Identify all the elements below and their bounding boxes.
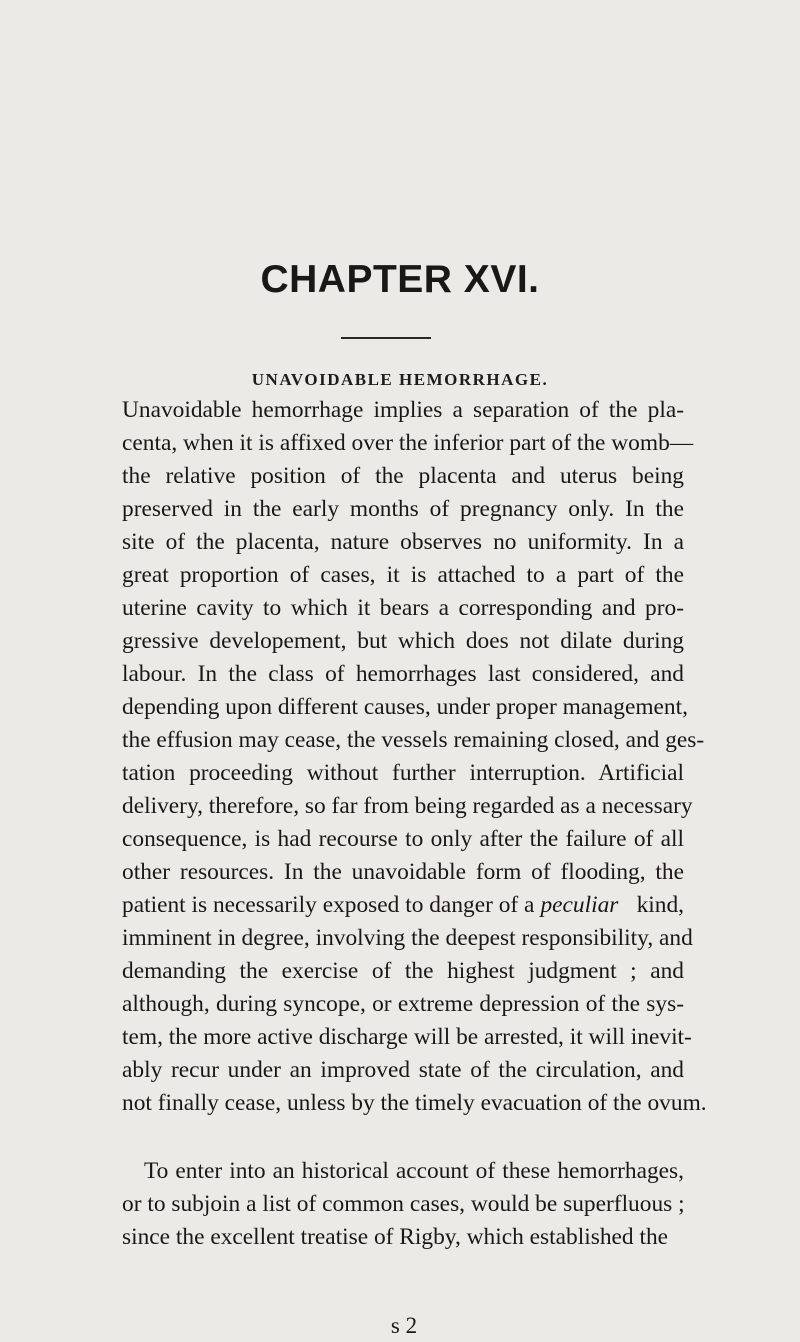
text-line: or to subjoin a list of common cases, would be superfluous ;	[122, 1191, 685, 1217]
text-line: consequence, is had recourse to only after the failure of all	[122, 826, 684, 852]
page-signature-mark: s 2	[390, 1313, 418, 1338]
text-line: not finally cease, unless by the timely evacuation of the ovum.	[122, 1090, 707, 1116]
text-line: since the excellent treatise of Rigby, which established the	[122, 1224, 669, 1250]
title-divider-rule	[341, 337, 431, 339]
text-line: ably recur under an improved state of the circulation, and	[122, 1057, 684, 1083]
chapter-title: CHAPTER XVI.	[260, 258, 540, 301]
text-line: gressive developement, but which does not dilate during	[122, 628, 684, 654]
text-line: centa, when it is affixed over the inferior part of the womb—	[122, 430, 694, 456]
text-line: tem, the more active discharge will be arrested, it will inevit-	[122, 1024, 692, 1050]
paragraph-2	[122, 1155, 684, 1254]
text-line: imminent in degree, involving the deepest responsibility, and	[122, 925, 693, 951]
text-line: uterine cavity to which it bears a corresponding and pro-	[122, 595, 684, 621]
text-line: the relative position of the placenta and uterus being	[122, 463, 684, 489]
italic-emphasis: peculiar	[540, 892, 619, 918]
text-line: although, during syncope, or extreme depression of the sys-	[122, 991, 684, 1017]
text-line: demanding the exercise of the highest judgment ; and	[122, 958, 684, 984]
text-line: delivery, therefore, so far from being regarded as a necessary	[122, 793, 693, 819]
section-heading: UNAVOIDABLE HEMORRHAGE.	[251, 370, 549, 389]
text-line: site of the placenta, nature observes no uniformity. In a	[122, 529, 684, 555]
text-line: preserved in the early months of pregnancy only. In the	[122, 496, 684, 522]
text-line: patient is necessarily exposed to danger of a peculiar kind,	[122, 892, 684, 918]
text-line: Unavoidable hemorrhage implies a separation of the pla-	[122, 397, 684, 423]
text-line: labour. In the class of hemorrhages last considered, and	[122, 661, 684, 687]
text-line: the effusion may cease, the vessels remaining closed, and ges-	[122, 727, 705, 753]
paragraph-1	[122, 394, 707, 1120]
text-line: great proportion of cases, it is attached to a part of the	[122, 562, 684, 588]
text-line: depending upon different causes, under proper management,	[122, 694, 688, 720]
text-line: tation proceeding without further interruption. Artificial	[122, 760, 684, 786]
text-line: To enter into an historical account of these hemorrhages,	[144, 1158, 684, 1184]
text-line: other resources. In the unavoidable form of flooding, the	[122, 859, 684, 885]
